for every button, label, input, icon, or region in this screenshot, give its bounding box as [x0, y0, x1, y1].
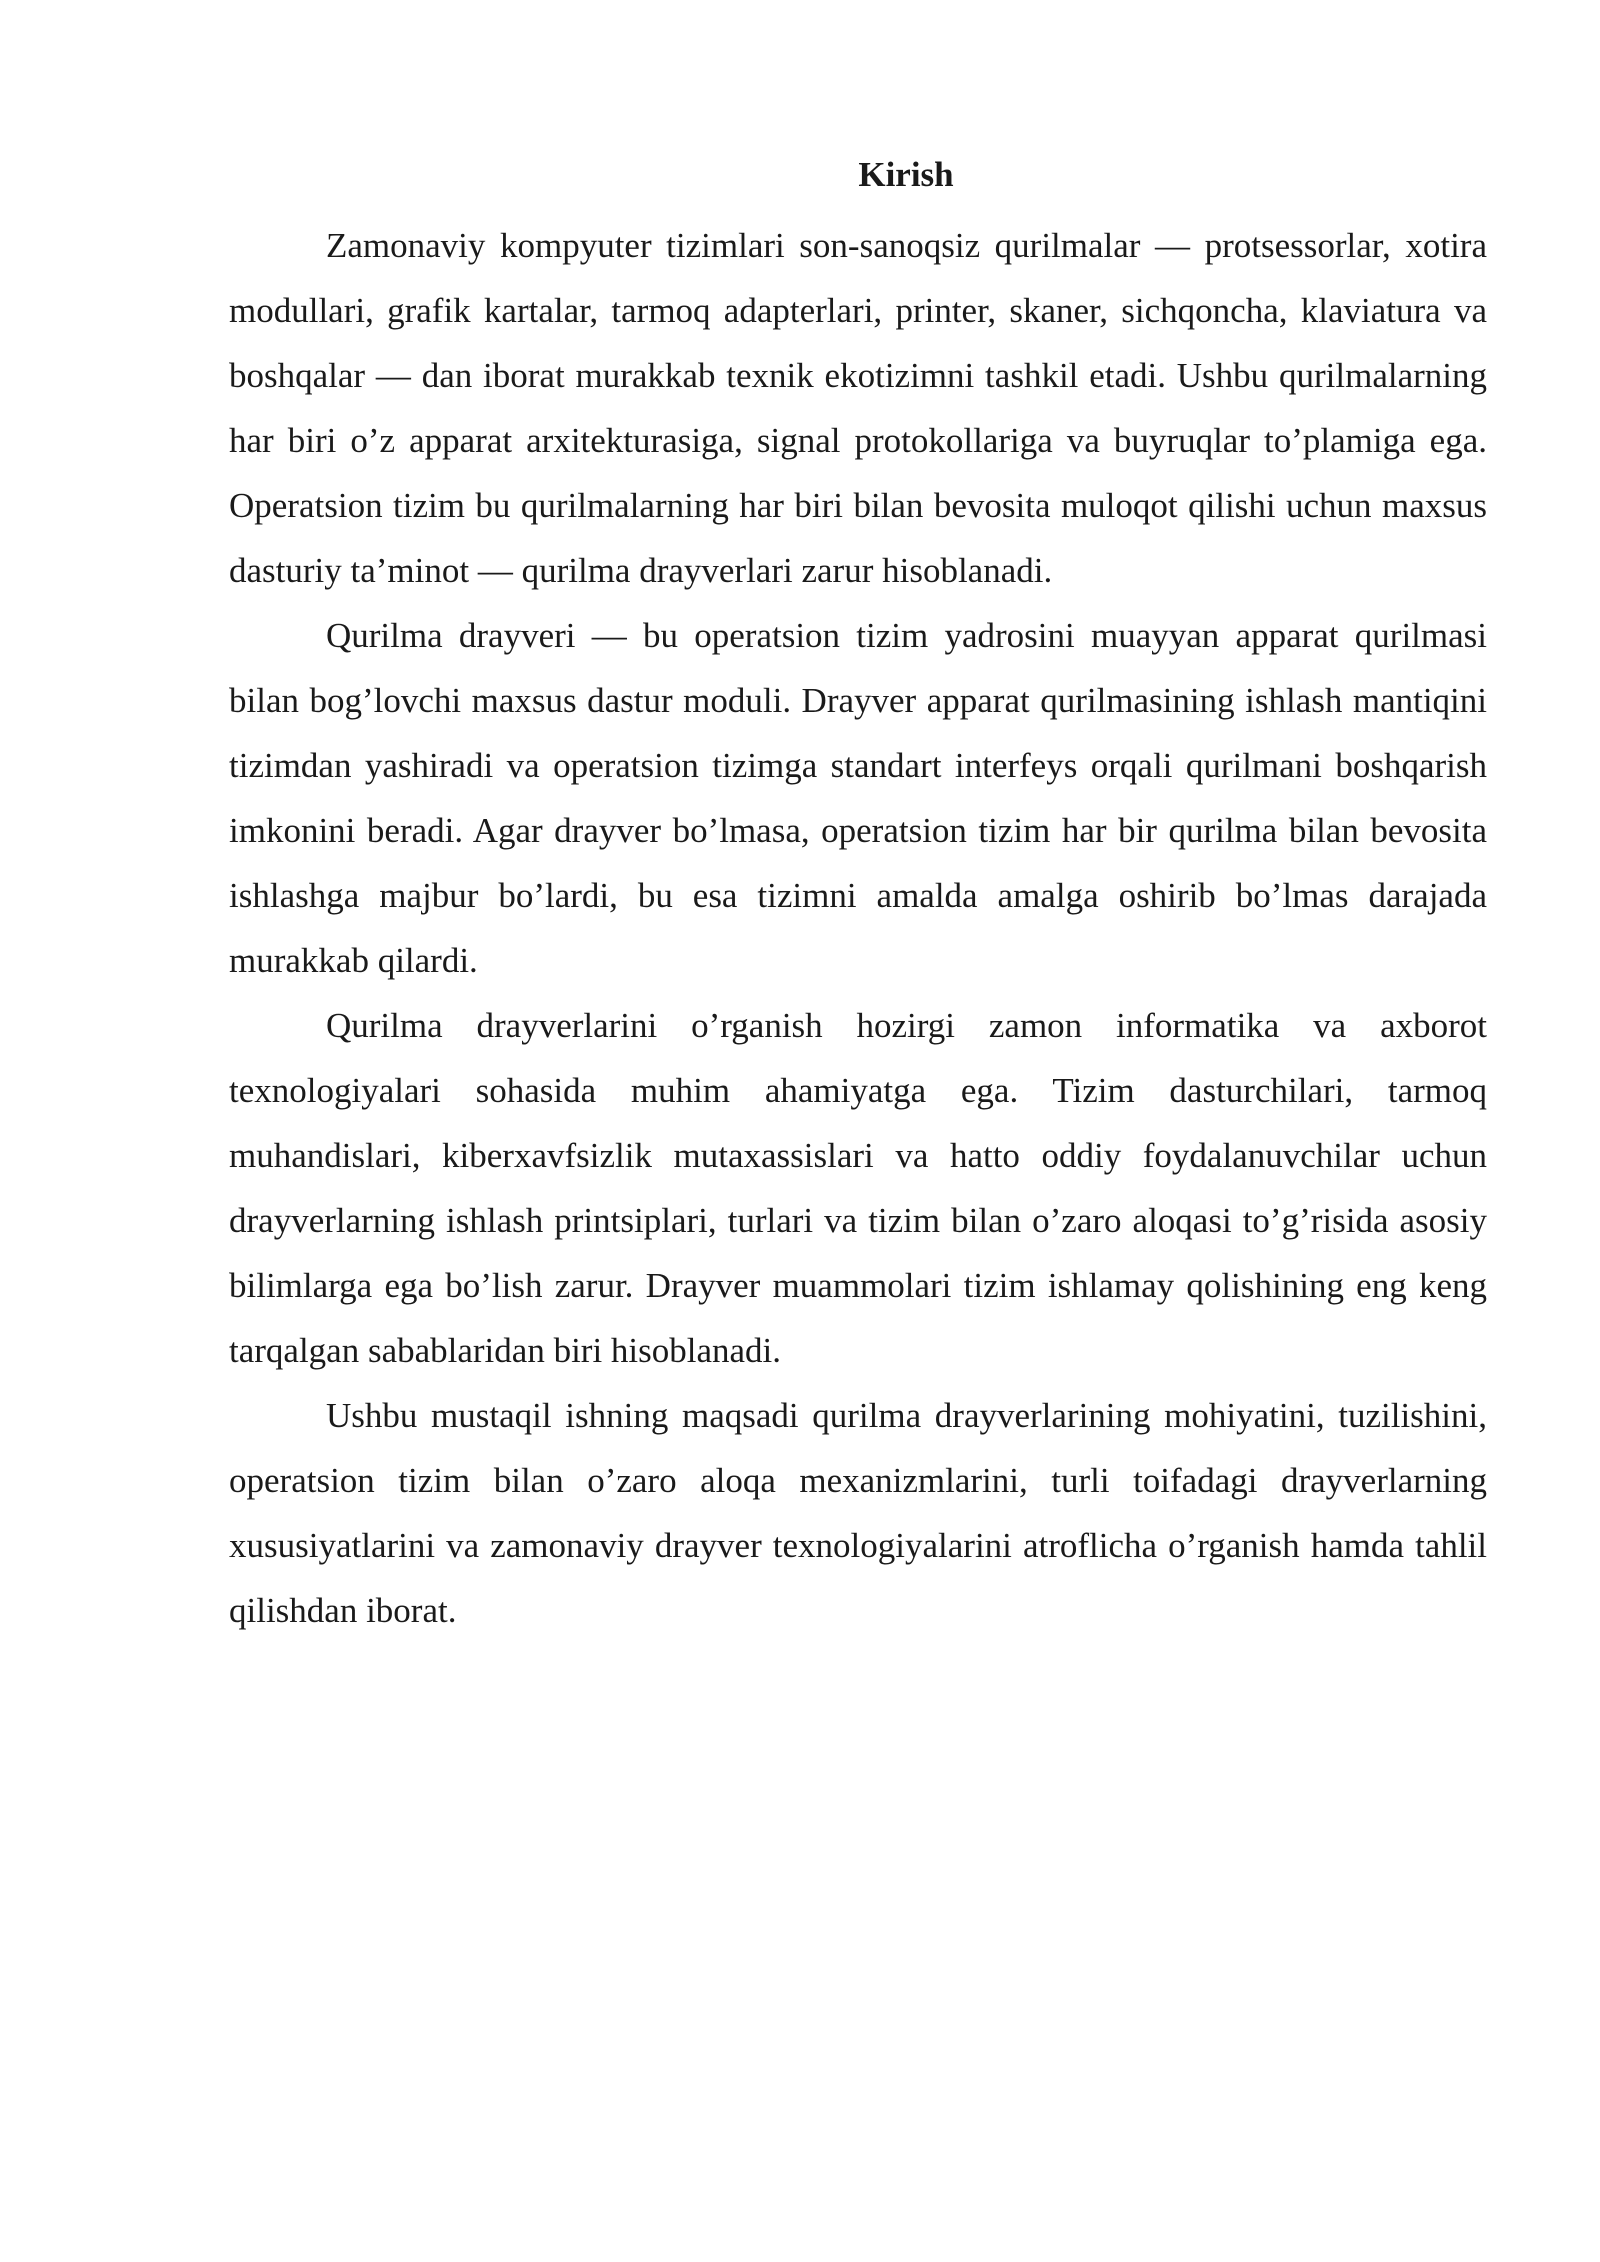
paragraph-4: Ushbu mustaqil ishning maqsadi qurilma drayverlarining mohiyatini, tuzilishini, operatsion tizim bilan o’zaro aloqa mexanizmlarini, turli toifadagi drayverlarning xususiyatlarini va zamonaviy drayver texnologiyalarini atroflicha o’rganish hamda tahlil qilishdan iborat. — [229, 1396, 1487, 1630]
paragraph-3: Qurilma drayverlarini o’rganish hozirgi zamon informatika va axborot texnologiyalari sohasida muhim ahamiyatga ega. Tizim dasturchilari, tarmoq muhandislari, kiberxavfsizlik mutaxassislari va hatto oddiy foydalanuvchilar uchun drayverlarning ishlash printsiplari, turlari va tizim bilan o’zaro aloqasi to’g’risida asosiy bilimlarga ega bo’lish zarur. Drayver muammolari tizim ishlamay qolishining eng keng tarqalgan sabablaridan biri hisoblanadi. — [229, 1006, 1487, 1370]
paragraph-1: Zamonaviy kompyuter tizimlari son-sanoqsiz qurilmalar — protsessorlar, xotira modullari, grafik kartalar, tarmoq adapterlari, printer, skaner, sichqoncha, klaviatura va boshqalar — dan iborat murakkab texnik ekotizimni tashkil etadi. Ushbu qurilmalarning har biri o’z apparat arxitekturasiga, signal protokollariga va buyruqlar to’plamiga ega. Operatsion tizim bu qurilmalarning har biri bilan bevosita muloqot qilishi uchun maxsus dasturiy ta’minot — qurilma drayverlari zarur hisoblanadi. — [229, 226, 1487, 590]
document-body — [229, 145, 1487, 1643]
paragraph-2: Qurilma drayveri — bu operatsion tizim yadrosini muayyan apparat qurilmasi bilan bog’lovchi maxsus dastur moduli. Drayver apparat qurilmasining ishlash mantiqini tizimdan yashiradi va operatsion tizimga standart interfeys orqali qurilmani boshqarish imkonini beradi. Agar drayver bo’lmasa, operatsion tizim har bir qurilma bilan bevosita ishlashga majbur bo’lardi, bu esa tizimni amalda amalga oshirib bo’lmas darajada murakkab qilardi. — [229, 616, 1487, 980]
page-title: Kirish — [858, 155, 954, 194]
